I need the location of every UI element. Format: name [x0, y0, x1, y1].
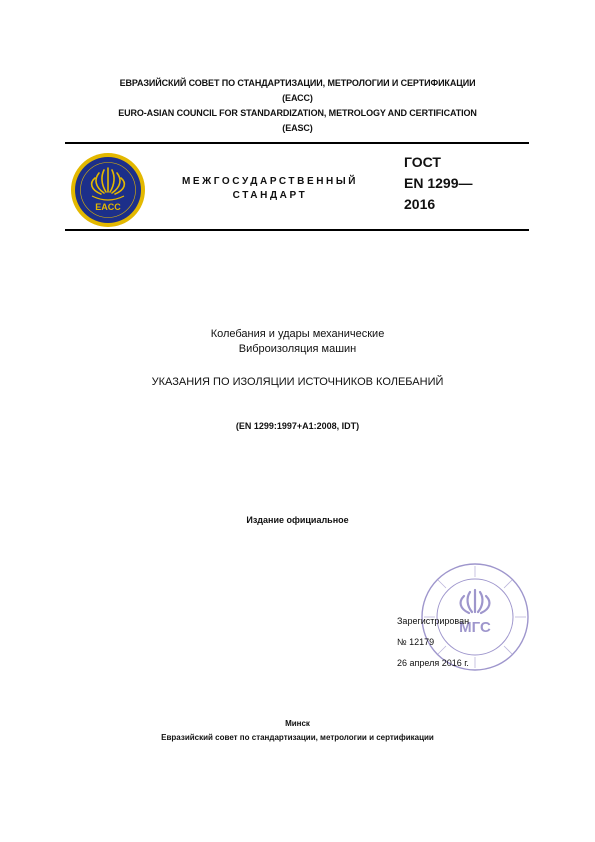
title-line2: Виброизоляция машин	[238, 343, 357, 355]
eacc-emblem-icon	[70, 152, 146, 228]
bottom-divider	[65, 229, 529, 231]
designation-line1: ГОСТ	[404, 154, 441, 170]
designation-line3: 2016	[404, 196, 436, 212]
emblem-label: EACC	[95, 202, 121, 212]
registration-line1: Зарегистрирован	[397, 616, 470, 626]
document-main-title: УКАЗАНИЯ ПО ИЗОЛЯЦИИ ИСТОЧНИКОВ КОЛЕБАНИЙ	[151, 376, 444, 388]
edition-label: Издание официальное	[246, 515, 349, 525]
standard-type-line2: СТАНДАРТ	[232, 190, 308, 201]
document-title	[0, 327, 595, 357]
standard-designation	[404, 152, 472, 215]
council-name-ru: ЕВРАЗИЙСКИЙ СОВЕТ ПО СТАНДАРТИЗАЦИИ, МЕТРОЛОГИИ И СЕРТИФИКАЦИИ	[119, 78, 476, 88]
stamp-label: МГС	[459, 619, 491, 636]
registration-number: № 12179	[397, 637, 435, 647]
publication-city: Минск	[285, 719, 310, 728]
council-header	[60, 76, 535, 136]
title-line1: Колебания и удары механические	[210, 328, 385, 340]
registration-date: 26 апреля 2016 г.	[397, 658, 469, 668]
registration-info	[397, 611, 469, 674]
publisher-name: Евразийский совет по стандартизации, метрологии и сертификации	[161, 733, 434, 742]
standard-type	[170, 175, 370, 203]
top-divider	[65, 142, 529, 144]
document-identifier: (EN 1299:1997+A1:2008, IDT)	[235, 421, 360, 431]
publication-footer	[0, 717, 595, 745]
standard-type-line1: МЕЖГОСУДАРСТВЕННЫЙ	[181, 176, 359, 187]
council-abbr-en: (EASC)	[282, 123, 313, 133]
council-abbr-ru: (ЕАСС)	[282, 93, 313, 103]
designation-line2: EN 1299—	[404, 175, 473, 191]
council-name-en: EURO-ASIAN COUNCIL FOR STANDARDIZATION, METROLOGY AND CERTIFICATION	[118, 108, 477, 118]
